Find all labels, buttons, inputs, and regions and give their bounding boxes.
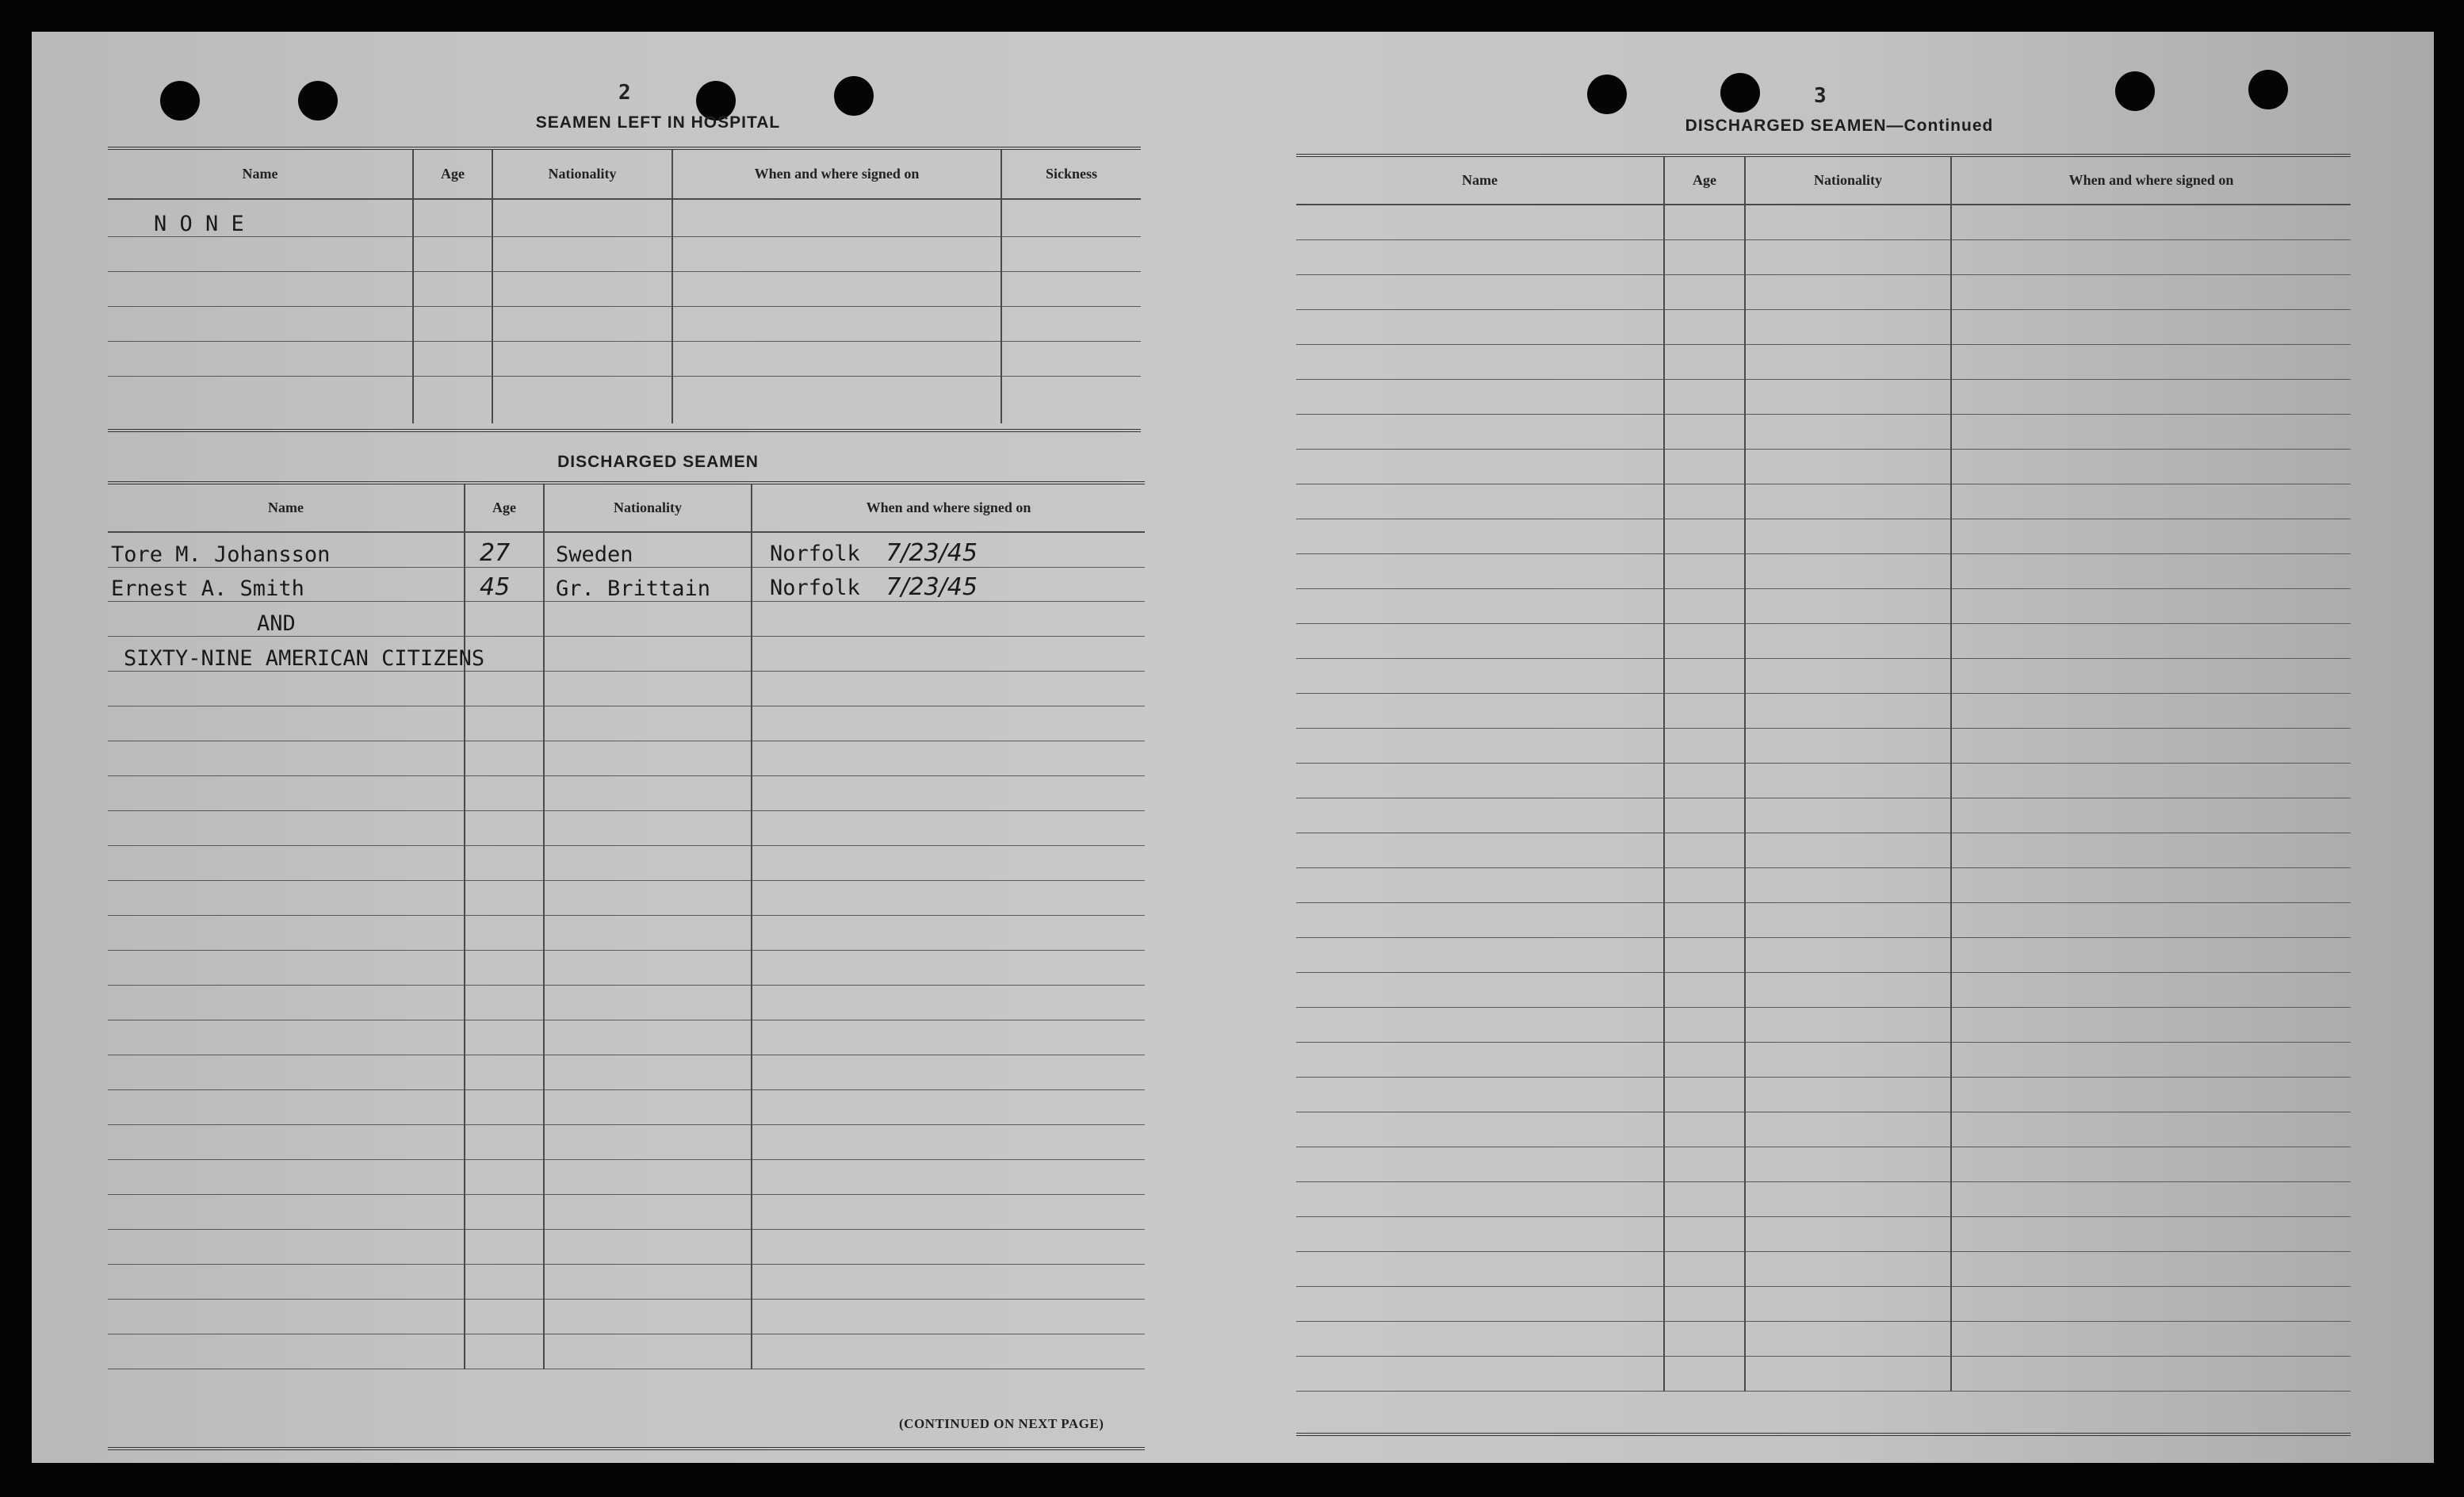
seaman-age: 27 <box>480 538 511 567</box>
signed-on-port: Norfolk <box>770 575 860 600</box>
page-number-right: 3 <box>1814 84 1827 108</box>
signed-on-date: 7/23/45 <box>886 572 978 601</box>
column-header-signed-on: When and where signed on <box>752 484 1145 532</box>
hospital-none-entry: N O N E <box>154 211 244 236</box>
discharged-table-right <box>1296 154 2351 1436</box>
column-header-signed-on: When and where signed on <box>672 150 1001 199</box>
column-header-age: Age <box>413 150 492 199</box>
column-header-nationality: Nationality <box>492 150 672 199</box>
punch-hole-6 <box>1720 73 1760 113</box>
column-header-sickness: Sickness <box>1001 150 1141 199</box>
punch-hole-7 <box>2115 71 2155 111</box>
hospital-table <box>108 147 1141 432</box>
american-citizens-summary: SIXTY-NINE AMERICAN CITIZENS <box>124 645 485 671</box>
table-row <box>108 567 1145 601</box>
seaman-name: Tore M. Johansson <box>108 532 465 567</box>
discharged-continued-title: DISCHARGED SEAMEN—Continued <box>1685 117 1994 135</box>
punch-hole-8 <box>2248 70 2288 109</box>
column-header-age: Age <box>1664 157 1745 205</box>
signed-on-port: Norfolk <box>770 541 860 566</box>
column-header-name: Name <box>108 484 465 532</box>
seaman-age: 45 <box>480 572 511 601</box>
column-header-nationality: Nationality <box>1745 157 1951 205</box>
column-header-name: Name <box>1296 157 1664 205</box>
seaman-nationality: Sweden <box>544 532 752 567</box>
page-number-left: 2 <box>618 81 631 105</box>
column-header-age: Age <box>465 484 544 532</box>
and-line: AND <box>257 611 296 636</box>
continued-note: (CONTINUED ON NEXT PAGE) <box>899 1416 1104 1431</box>
punch-hole-4 <box>834 76 874 116</box>
column-header-nationality: Nationality <box>544 484 752 532</box>
discharged-table-left <box>108 481 1145 1450</box>
table-row <box>108 532 1145 567</box>
seaman-nationality: Gr. Brittain <box>544 567 752 601</box>
signed-on-date: 7/23/45 <box>886 538 978 567</box>
column-header-name: Name <box>108 150 413 199</box>
punch-hole-5 <box>1587 75 1627 114</box>
discharged-section-title: DISCHARGED SEAMEN <box>557 453 759 471</box>
seaman-name: Ernest A. Smith <box>108 567 465 601</box>
punch-hole-2 <box>298 81 338 121</box>
punch-hole-1 <box>160 81 200 121</box>
document-sheet <box>32 32 2434 1463</box>
column-header-signed-on: When and where signed on <box>1951 157 2351 205</box>
hospital-section-title: SEAMEN LEFT IN HOSPITAL <box>535 113 781 132</box>
